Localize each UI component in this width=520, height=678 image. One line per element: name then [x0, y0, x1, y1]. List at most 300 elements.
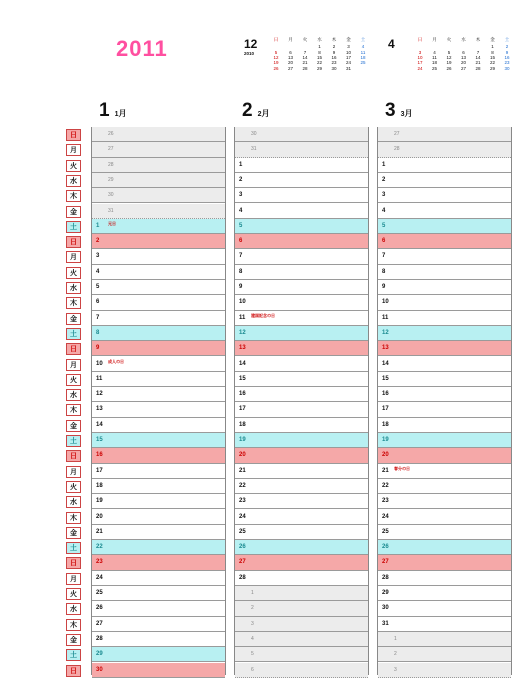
day-row[interactable]	[235, 249, 368, 264]
day-row[interactable]	[235, 372, 368, 387]
mini-calendar-day: 2	[332, 44, 336, 50]
mini-calendar-weekday: 土	[360, 37, 366, 42]
day-number: 26	[382, 544, 389, 551]
day-number: 6	[239, 238, 243, 245]
mini-calendar-month: 12	[244, 37, 258, 51]
day-number: 6	[382, 238, 386, 245]
mini-calendar-day: 21	[302, 60, 308, 66]
mini-calendar-day: 27	[287, 65, 293, 71]
day-row[interactable]	[235, 448, 368, 463]
weekday-cell: 日	[66, 236, 81, 248]
day-row[interactable]	[378, 464, 511, 479]
day-number: 17	[239, 406, 246, 413]
day-number: 20	[239, 452, 246, 459]
day-number: 11	[239, 314, 246, 321]
day-number: 4	[251, 635, 254, 642]
day-row[interactable]	[92, 311, 225, 326]
day-row[interactable]	[378, 387, 511, 402]
day-number: 20	[382, 452, 389, 459]
day-row[interactable]	[235, 295, 368, 310]
mini-calendar-day: 30	[331, 65, 337, 71]
day-number: 3	[382, 192, 386, 199]
day-row[interactable]	[378, 311, 511, 326]
day-number: 13	[239, 345, 246, 352]
weekday-cell: 金	[66, 313, 81, 325]
month-header	[99, 100, 126, 122]
mini-calendar-weekday: 水	[461, 37, 466, 42]
mini-calendar-weekday: 火	[446, 37, 452, 42]
mini-calendar-day: 23	[504, 60, 510, 66]
day-number: 21	[239, 467, 246, 474]
day-row[interactable]	[92, 433, 225, 448]
day-row[interactable]	[378, 418, 511, 433]
holiday-label: 建国記念の日	[251, 312, 275, 318]
mini-calendar-day: 15	[316, 54, 322, 60]
day-row[interactable]	[378, 372, 511, 387]
day-row[interactable]	[235, 663, 368, 678]
day-number: 5	[382, 222, 386, 229]
weekday-cell: 月	[66, 359, 81, 371]
mini-calendar-day: 1	[491, 44, 494, 50]
day-number: 27	[382, 559, 389, 566]
mini-calendar-day: 4	[433, 49, 436, 55]
mini-calendar-day: 25	[360, 60, 366, 66]
day-row[interactable]	[92, 647, 225, 662]
day-number: 6	[251, 666, 254, 673]
day-row[interactable]	[92, 219, 225, 234]
day-row[interactable]	[378, 571, 511, 586]
day-row[interactable]	[92, 295, 225, 310]
day-row[interactable]	[92, 173, 225, 188]
day-number: 2	[394, 651, 397, 658]
day-number: 7	[96, 314, 100, 321]
day-number: 12	[239, 329, 246, 336]
day-number: 28	[96, 635, 103, 642]
month-number: 1	[99, 100, 110, 121]
mini-calendar-month: 4	[388, 37, 395, 51]
day-number: 25	[96, 590, 103, 596]
mini-calendar-day: 5	[274, 49, 278, 55]
day-row[interactable]	[92, 663, 225, 678]
day-number: 28	[108, 161, 114, 168]
day-row[interactable]	[235, 188, 368, 203]
day-number: 7	[382, 253, 386, 260]
day-number: 14	[239, 360, 246, 367]
mini-calendar-day: 28	[475, 65, 481, 71]
mini-calendar-day: 12	[446, 54, 452, 60]
mini-calendar-weekday: 金	[490, 37, 495, 42]
day-row[interactable]	[235, 142, 368, 157]
mini-calendar-day: 1	[318, 44, 321, 50]
mini-calendar-day: 16	[504, 54, 510, 60]
day-row[interactable]	[92, 418, 225, 433]
day-row[interactable]	[378, 555, 511, 570]
day-number: 22	[96, 544, 103, 551]
mini-calendar-day: 13	[287, 54, 293, 60]
mini-calendar-weekday: 木	[475, 37, 481, 42]
mini-calendar-weekday: 火	[302, 37, 308, 42]
month-suffix: 月	[118, 109, 127, 118]
day-row[interactable]	[378, 142, 511, 157]
day-row[interactable]	[92, 204, 225, 219]
day-row[interactable]	[235, 387, 368, 402]
weekday-cell: 日	[66, 665, 81, 677]
day-number: 24	[239, 513, 246, 520]
day-row[interactable]	[378, 341, 511, 356]
day-number: 29	[108, 176, 114, 183]
weekday-cell: 日	[66, 343, 81, 355]
day-row[interactable]	[235, 433, 368, 448]
month-header	[242, 100, 269, 122]
weekday-cell: 火	[66, 481, 81, 493]
day-row[interactable]	[235, 555, 368, 570]
day-number: 23	[96, 559, 103, 566]
mini-calendar-day: 29	[316, 65, 322, 71]
day-row[interactable]	[378, 402, 511, 417]
day-number: 9	[382, 284, 386, 290]
weekday-cell: 水	[66, 603, 81, 615]
day-row[interactable]	[235, 341, 368, 356]
month-suffix: 月	[404, 109, 413, 118]
day-number: 31	[108, 207, 114, 214]
day-row[interactable]	[92, 280, 225, 295]
mini-calendar-day: 8	[318, 49, 321, 55]
day-row[interactable]	[378, 663, 511, 678]
weekday-cell: 日	[66, 450, 81, 462]
day-row[interactable]	[378, 525, 511, 540]
day-row[interactable]	[235, 540, 368, 555]
day-row[interactable]	[235, 632, 368, 647]
mini-calendar-day: 31	[345, 65, 351, 71]
day-number: 10	[239, 299, 246, 306]
day-number: 27	[394, 131, 400, 137]
weekday-cell: 金	[66, 420, 81, 432]
holiday-label: 元日	[108, 220, 116, 226]
day-number: 3	[251, 620, 254, 627]
day-row[interactable]	[235, 617, 368, 632]
day-row[interactable]	[235, 326, 368, 341]
day-row[interactable]	[235, 586, 368, 601]
mini-calendar-day: 8	[491, 49, 494, 55]
mini-calendar-day: 17	[345, 54, 351, 60]
holiday-label: 成人の日	[108, 358, 124, 364]
day-number: 7	[239, 253, 243, 260]
day-row[interactable]	[235, 357, 368, 372]
day-row[interactable]	[92, 586, 225, 601]
mini-calendar-day: 22	[316, 60, 322, 66]
day-number: 28	[394, 146, 400, 153]
day-row[interactable]	[235, 402, 368, 417]
day-row[interactable]	[378, 601, 511, 616]
day-number: 14	[96, 421, 103, 428]
day-row[interactable]	[92, 188, 225, 203]
day-number: 14	[382, 360, 389, 367]
day-row[interactable]	[235, 418, 368, 433]
weekday-cell: 木	[66, 404, 81, 416]
day-number: 30	[96, 666, 103, 673]
day-row[interactable]	[378, 234, 511, 249]
day-number: 11	[382, 314, 389, 321]
day-number: 13	[96, 406, 103, 413]
day-row[interactable]	[235, 479, 368, 494]
day-row[interactable]	[92, 540, 225, 555]
day-number: 18	[382, 421, 389, 428]
day-row[interactable]	[235, 494, 368, 509]
month-number: 3	[385, 100, 396, 121]
day-number: 23	[382, 498, 389, 505]
day-number: 8	[382, 268, 386, 275]
mini-calendar-day: 18	[360, 54, 366, 60]
day-number: 8	[96, 329, 100, 336]
day-row[interactable]	[92, 387, 225, 402]
weekday-cell: 水	[66, 389, 81, 401]
day-row[interactable]	[378, 295, 511, 310]
day-number: 26	[108, 131, 114, 137]
mini-calendar-day: 24	[345, 60, 351, 66]
day-row[interactable]	[378, 357, 511, 372]
day-row[interactable]	[378, 249, 511, 264]
day-number: 31	[382, 620, 389, 627]
day-row[interactable]	[92, 601, 225, 616]
day-row[interactable]	[92, 494, 225, 509]
day-row[interactable]	[92, 479, 225, 494]
weekday-cell: 土	[66, 649, 81, 661]
mini-calendar-day: 4	[361, 44, 365, 50]
day-row[interactable]	[378, 617, 511, 632]
day-row[interactable]	[92, 142, 225, 157]
day-row[interactable]	[92, 249, 225, 264]
mini-calendar-day: 2	[505, 44, 509, 50]
day-number: 23	[239, 498, 246, 505]
day-row[interactable]	[378, 158, 511, 173]
day-row[interactable]	[92, 448, 225, 463]
month-column	[91, 127, 226, 675]
mini-calendar-day: 3	[347, 44, 350, 50]
day-number: 12	[96, 391, 103, 398]
mini-calendar-day: 7	[303, 49, 307, 55]
day-row[interactable]	[92, 510, 225, 525]
day-row[interactable]	[378, 219, 511, 234]
mini-calendar-day: 14	[475, 54, 481, 60]
day-row[interactable]	[235, 219, 368, 234]
day-number: 15	[239, 375, 246, 382]
mini-calendar-day: 24	[417, 65, 423, 71]
day-row[interactable]	[235, 204, 368, 219]
day-row[interactable]	[378, 280, 511, 295]
day-row[interactable]	[235, 601, 368, 616]
day-number: 10	[96, 360, 103, 367]
day-number: 17	[382, 406, 389, 413]
day-number: 19	[96, 498, 103, 505]
day-row[interactable]	[235, 158, 368, 173]
day-row[interactable]	[92, 402, 225, 417]
mini-calendar-day: 9	[332, 49, 336, 55]
mini-calendar-grid	[269, 37, 374, 77]
mini-calendar-day: 17	[417, 60, 423, 66]
day-number: 24	[382, 513, 389, 520]
day-row[interactable]	[92, 234, 225, 249]
day-row[interactable]	[378, 448, 511, 463]
weekday-cell: 水	[66, 282, 81, 294]
mini-calendar-weekday: 月	[432, 37, 437, 42]
day-row[interactable]	[92, 464, 225, 479]
mini-calendar-weekday: 水	[317, 37, 322, 42]
day-number: 15	[96, 437, 103, 443]
day-number: 9	[239, 284, 243, 290]
month-number-small: 3	[400, 111, 405, 118]
day-number: 22	[382, 482, 389, 489]
day-number: 19	[382, 437, 389, 443]
day-row[interactable]	[92, 158, 225, 173]
weekday-cell: 金	[66, 634, 81, 646]
day-number: 4	[382, 207, 386, 214]
day-number: 18	[239, 421, 246, 428]
day-number: 4	[96, 268, 100, 275]
mini-calendar-weekday: 月	[288, 37, 293, 42]
mini-calendar-day: 3	[418, 49, 422, 55]
day-row[interactable]	[92, 525, 225, 540]
day-row[interactable]	[92, 617, 225, 632]
day-row[interactable]	[92, 357, 225, 372]
mini-calendar-day: 25	[431, 65, 437, 71]
mini-calendar-day: 22	[489, 60, 495, 66]
day-row[interactable]	[92, 632, 225, 647]
day-number: 30	[251, 131, 257, 137]
day-number: 20	[96, 513, 103, 520]
day-number: 13	[382, 345, 389, 352]
mini-calendar-year: 2010	[244, 51, 255, 56]
weekday-cell: 火	[66, 374, 81, 386]
day-row[interactable]	[378, 510, 511, 525]
day-number: 1	[382, 161, 386, 168]
day-row[interactable]	[235, 234, 368, 249]
day-number: 22	[239, 482, 246, 489]
mini-calendar-day: 30	[504, 65, 510, 71]
weekday-cell: 月	[66, 251, 81, 263]
day-row[interactable]	[235, 311, 368, 326]
month-number-small: 2	[257, 111, 262, 118]
mini-calendar-day: 14	[302, 54, 308, 60]
day-number: 11	[96, 375, 103, 382]
mini-calendar-day: 20	[287, 60, 293, 66]
day-number: 6	[96, 299, 100, 306]
day-number: 17	[96, 467, 103, 474]
day-row[interactable]	[378, 494, 511, 509]
day-row[interactable]	[92, 372, 225, 387]
day-number: 30	[382, 605, 389, 612]
weekday-cell: 水	[66, 496, 81, 508]
day-row[interactable]	[378, 326, 511, 341]
day-row[interactable]	[235, 265, 368, 280]
day-row[interactable]	[235, 647, 368, 662]
day-row[interactable]	[378, 433, 511, 448]
day-number: 5	[96, 284, 100, 290]
mini-calendar-day: 11	[360, 49, 366, 55]
day-number: 30	[108, 192, 114, 199]
day-row[interactable]	[235, 173, 368, 188]
day-number: 27	[108, 146, 114, 153]
mini-calendar-day: 19	[273, 60, 279, 66]
day-row[interactable]	[92, 555, 225, 570]
mini-calendar-day: 21	[475, 60, 481, 66]
mini-calendar-weekday: 日	[417, 37, 423, 42]
day-row[interactable]	[92, 127, 225, 142]
day-number: 31	[251, 146, 257, 153]
day-number: 16	[239, 391, 246, 398]
mini-calendar-day: 28	[302, 65, 308, 71]
mini-calendar-day: 26	[273, 65, 279, 71]
mini-calendar-day: 5	[447, 49, 451, 55]
day-row[interactable]	[378, 188, 511, 203]
day-number: 1	[96, 222, 100, 229]
day-row[interactable]	[378, 647, 511, 662]
mini-calendar-day: 6	[462, 49, 465, 55]
mini-calendar-day: 10	[345, 49, 351, 55]
day-row[interactable]	[378, 127, 511, 142]
day-number: 28	[382, 574, 389, 581]
day-row[interactable]	[92, 571, 225, 586]
weekday-cell: 火	[66, 267, 81, 279]
weekday-cell: 金	[66, 206, 81, 218]
day-row[interactable]	[378, 632, 511, 647]
day-number: 2	[382, 176, 386, 183]
day-number: 2	[251, 605, 254, 612]
mini-calendar-day: 7	[476, 49, 480, 55]
day-number: 25	[239, 528, 246, 535]
day-number: 21	[96, 528, 103, 535]
day-number: 3	[239, 192, 243, 199]
day-row[interactable]	[378, 204, 511, 219]
mini-calendar-weekday: 土	[504, 37, 510, 42]
mini-calendar-day: 18	[431, 60, 437, 66]
day-row[interactable]	[378, 540, 511, 555]
day-row[interactable]	[92, 265, 225, 280]
day-row[interactable]	[235, 127, 368, 142]
mini-calendar-weekday: 木	[331, 37, 337, 42]
day-row[interactable]	[235, 510, 368, 525]
mini-calendar-day: 10	[417, 54, 423, 60]
day-number: 29	[96, 651, 103, 658]
day-row[interactable]	[92, 341, 225, 356]
mini-calendar-day: 26	[446, 65, 452, 71]
weekday-cell: 水	[66, 175, 81, 187]
day-row[interactable]	[235, 571, 368, 586]
weekday-cell: 木	[66, 297, 81, 309]
mini-calendar-day: 13	[460, 54, 466, 60]
month-header	[385, 100, 412, 122]
day-row[interactable]	[235, 280, 368, 295]
day-number: 24	[96, 574, 103, 581]
mini-calendar-day: 27	[460, 65, 466, 71]
day-row[interactable]	[235, 525, 368, 540]
weekday-cell: 土	[66, 328, 81, 340]
month-column	[377, 127, 512, 675]
day-row[interactable]	[92, 326, 225, 341]
day-row[interactable]	[235, 464, 368, 479]
day-number: 3	[394, 666, 397, 673]
day-row[interactable]	[378, 265, 511, 280]
weekday-cell: 月	[66, 144, 81, 156]
mini-calendar-day: 29	[489, 65, 495, 71]
day-row[interactable]	[378, 586, 511, 601]
day-number: 26	[96, 605, 103, 612]
month-number: 2	[242, 100, 253, 121]
day-row[interactable]	[378, 479, 511, 494]
day-number: 26	[239, 544, 246, 551]
month-suffix: 月	[261, 109, 270, 118]
day-number: 29	[382, 590, 389, 596]
day-row[interactable]	[378, 173, 511, 188]
